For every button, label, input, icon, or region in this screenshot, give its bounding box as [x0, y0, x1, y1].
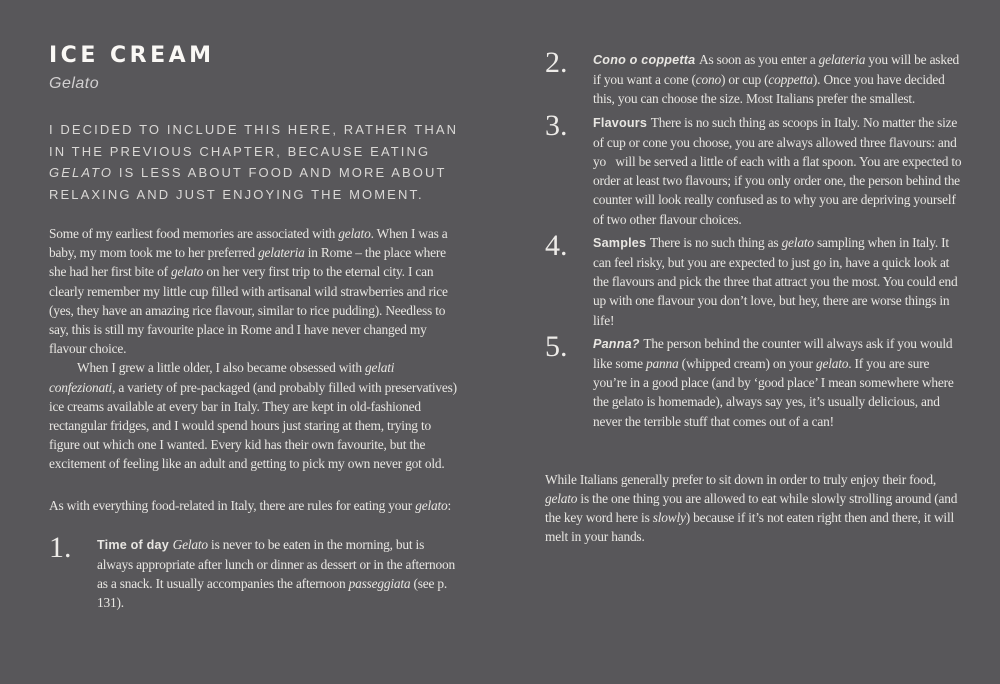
rule-text: Flavours There is no such thing as scoops in Italy. No matter the size of cup or cone you choose, you are always allowed three flavours: and yo will be served a little of each with a flat spoon. You are expected to order at least two flavours; if you only order one, the person behind the counter will look really confused as to why you are depriving yourself of two other flavour choices. [593, 114, 962, 227]
rule-number: 5. [545, 329, 568, 363]
rule-item [545, 108, 965, 229]
paragraph-memories: Some of my earliest food memories are associated with gelato. When I was a baby, my mom took me to her preferred gelateria in Rome – the place where she had her first bite of gelato on her very first trip to the eternal city. I can clearly remember my little cup filled with artisanal wild strawberries and rice (yes, they have an amazing rice flavour, similar to rice pudding). Needless to say, this is still my favourite place in Rome and I have never changed my flavour choice. [49, 226, 448, 357]
intro-paragraph: I DECIDED TO INCLUDE THIS HERE, RATHER THAN IN THE PREVIOUS CHAPTER, BECAUSE EATING GELATO IS LESS ABOUT FOOD AND MORE ABOUT RELAXING AND JUST ENJOYING THE MOMENT. [49, 122, 459, 202]
rule-number: 2. [545, 46, 568, 79]
page-title: ICE CREAM [49, 43, 215, 68]
left-column [49, 44, 461, 617]
rule-number: 3. [545, 108, 568, 142]
rules-list-left [49, 530, 461, 613]
rule-text: Cono o coppetta As soon as you enter a gelateria you will be asked if you want a cone (cono) or cup (coppetta). Once you have decided this, you can choose the size. Most Italians prefer the smallest. [593, 52, 960, 107]
closing-paragraph: While Italians generally prefer to sit down in order to truly enjoy their food, gelato is the one thing you are allowed to eat while slowly strolling around (and the key word here is slowly) because if it’s not eaten right then and there, it will melt in your hands. [545, 471, 958, 545]
rule-item [545, 228, 965, 330]
rule-text: Panna? The person behind the counter will always ask if you would like some panna (whipped cream) on your gelato. If you are sure you’re in a good place (and by ‘good place’ I mean somewhere where the gelato is homemade), always say yes, it’s usually delicious, and never the terrible stuff that comes out of a can! [593, 335, 954, 429]
rule-text: Time of day Gelato is never to be eaten in the morning, but is always appropriate after lunch or dinner as dessert or in the afternoon as a snack. It usually accompanies the afternoon passeggiata (see p. 131). [97, 536, 455, 611]
paragraph-rules-intro: As with everything food-related in Italy, there are rules for eating your gelato: [49, 497, 452, 513]
rule-text: Samples There is no such thing as gelato sampling when in Italy. It can feel risky, but you are expected to just go in, have a quick look at the flavours and pick the three that attract you the most. You could end up with one flavour you don’t love, but hey, there are worse things in life! [593, 234, 958, 328]
rules-list-right [545, 46, 965, 431]
right-column [545, 44, 965, 547]
rule-item [545, 46, 965, 109]
paragraph-older: When I grew a little older, I also became obsessed with gelati confezionati, a variety of pre-packaged (and probably filled with preservatives) ice creams available at every bar in Italy. They are kept in old-fashioned rectangular fridges, and I would spend hours just staring at them, trying to figure out which one I wanted. Every kid has their own favourite, but the excitement of feeling like an adult and getting to pick my own never got old. [49, 360, 457, 472]
rule-number: 4. [545, 228, 568, 262]
rule-item [545, 329, 965, 431]
rule-number: 1. [49, 530, 72, 564]
page-subtitle: Gelato [49, 75, 100, 92]
rule-item [49, 530, 461, 613]
